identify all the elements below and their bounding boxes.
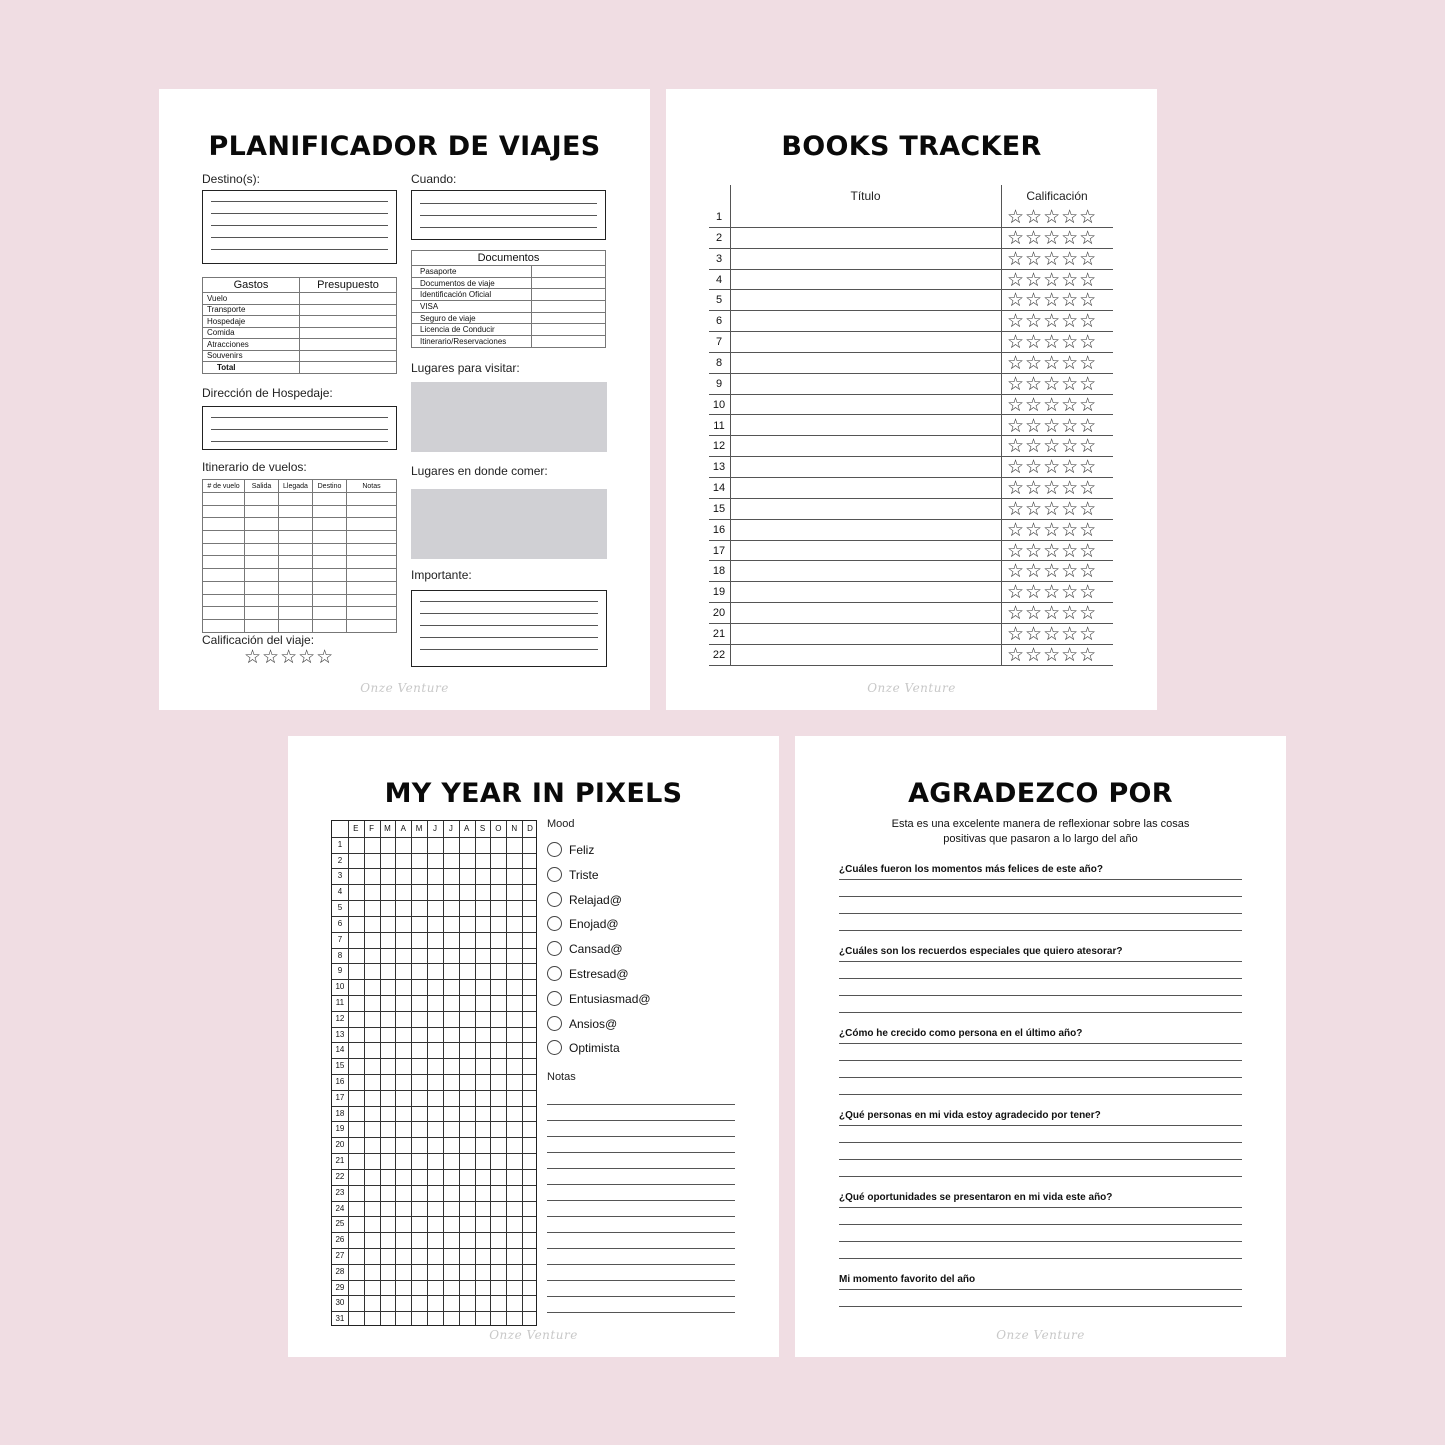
day-label: 9 xyxy=(337,966,343,976)
book-row-number: 13 xyxy=(712,461,726,474)
importante-box[interactable] xyxy=(411,590,607,667)
book-row-number: 5 xyxy=(715,294,723,307)
day-label: 14 xyxy=(335,1045,345,1055)
book-row-number: 21 xyxy=(712,628,726,640)
answer-line[interactable] xyxy=(839,978,1242,979)
book-row[interactable] xyxy=(709,270,1113,291)
book-row-number: 11 xyxy=(713,419,725,432)
answer-line[interactable] xyxy=(839,930,1242,931)
book-rating-stars[interactable]: ☆☆☆☆☆ xyxy=(1007,414,1098,437)
mood-label-item: Entusiasmad@ xyxy=(569,991,651,1006)
mood-label-item: Ansios@ xyxy=(569,1016,618,1031)
answer-line[interactable] xyxy=(839,896,1242,897)
doc-check[interactable] xyxy=(532,289,606,301)
budget-cell[interactable] xyxy=(300,304,397,316)
travel-planner-page xyxy=(159,89,650,710)
answer-line[interactable] xyxy=(839,1224,1242,1225)
book-row[interactable] xyxy=(709,603,1113,624)
vuelos-header: Llegada xyxy=(279,480,313,493)
book-row[interactable] xyxy=(709,478,1113,499)
book-row[interactable] xyxy=(709,228,1113,249)
day-label: 27 xyxy=(335,1250,345,1260)
budget-cell[interactable] xyxy=(300,339,397,351)
col-titulo: Título xyxy=(850,189,881,203)
question-label: ¿Cuáles son los recuerdos especiales que quiero atesorar? xyxy=(839,946,1123,957)
question-label: Mi momento favorito del año xyxy=(839,1274,976,1285)
answer-line[interactable] xyxy=(839,1043,1242,1044)
book-rating-stars[interactable]: ☆☆☆☆☆ xyxy=(1007,581,1098,604)
mood-radio[interactable] xyxy=(547,966,562,981)
day-label: 23 xyxy=(335,1187,345,1197)
gastos-item: Comida xyxy=(203,327,300,339)
doc-check[interactable] xyxy=(532,277,606,289)
day-label: 31 xyxy=(335,1314,345,1324)
mood-radio[interactable] xyxy=(547,941,562,956)
mood-radio[interactable] xyxy=(547,1016,562,1031)
book-rating-stars[interactable]: ☆☆☆☆☆ xyxy=(1007,643,1098,666)
book-row-number: 19 xyxy=(712,586,726,599)
answer-line[interactable] xyxy=(839,1207,1242,1208)
lugares-comer-box[interactable] xyxy=(411,489,607,559)
book-row-number: 17 xyxy=(712,544,726,557)
day-label: 24 xyxy=(335,1203,345,1213)
day-label: 7 xyxy=(337,934,343,944)
day-label: 2 xyxy=(337,855,343,865)
budget-cell[interactable] xyxy=(300,350,397,362)
page-title: BOOKS TRACKER xyxy=(781,131,1042,162)
day-label: 16 xyxy=(335,1077,345,1086)
book-rating-stars[interactable]: ☆☆☆☆☆ xyxy=(1007,477,1098,500)
mood-label-item: Optimista xyxy=(569,1041,620,1056)
book-rating-stars[interactable]: ☆☆☆☆☆ xyxy=(1007,393,1098,416)
day-label: 29 xyxy=(335,1282,345,1292)
answer-line[interactable] xyxy=(839,1306,1242,1307)
mood-radio[interactable] xyxy=(547,842,562,857)
doc-check[interactable] xyxy=(532,324,606,336)
day-label: 18 xyxy=(335,1108,345,1118)
day-label: 12 xyxy=(335,1013,345,1023)
book-row-number: 18 xyxy=(712,565,726,578)
book-row[interactable] xyxy=(709,436,1113,457)
day-label: 8 xyxy=(337,950,343,960)
book-row-number: 10 xyxy=(712,398,726,411)
gastos-item: Vuelo xyxy=(203,293,300,305)
book-row-number: 9 xyxy=(715,377,723,390)
month-header: M xyxy=(415,824,423,833)
book-row[interactable] xyxy=(709,249,1113,270)
answer-line[interactable] xyxy=(839,1289,1242,1290)
mood-label: Mood xyxy=(547,818,575,830)
month-header: E xyxy=(353,824,359,833)
documento-item: Pasaporte xyxy=(412,266,532,278)
month-header: M xyxy=(384,824,391,833)
mood-radio[interactable] xyxy=(547,991,562,1006)
book-row[interactable] xyxy=(709,582,1113,603)
cuando-box[interactable] xyxy=(411,190,606,240)
book-rating-stars[interactable]: ☆☆☆☆☆ xyxy=(1007,372,1098,395)
lugares-visitar-label: Lugares para visitar: xyxy=(411,361,520,375)
budget-cell[interactable] xyxy=(300,293,397,305)
answer-line[interactable] xyxy=(839,879,1242,880)
answer-line[interactable] xyxy=(839,1241,1242,1242)
gastos-table xyxy=(202,277,397,374)
documento-item: Seguro de viaje xyxy=(412,312,532,324)
notas-label: Notas xyxy=(547,1071,576,1083)
book-rating-stars[interactable]: ☆☆☆☆☆ xyxy=(1007,435,1098,458)
book-rating-stars[interactable]: ☆☆☆☆☆ xyxy=(1007,539,1098,562)
month-header: D xyxy=(527,824,533,833)
book-row-number: 14 xyxy=(712,482,726,495)
budget-cell[interactable] xyxy=(300,327,397,339)
importante-label: Importante: xyxy=(411,568,472,582)
gastos-item: Souvenirs xyxy=(203,350,300,362)
book-row[interactable] xyxy=(709,374,1113,395)
subtitle-line-2: positivas que pasaron a lo largo del año xyxy=(943,833,1138,845)
book-rating-stars[interactable]: ☆☆☆☆☆ xyxy=(1007,226,1098,249)
documentos-header: Documentos xyxy=(412,251,606,266)
book-row[interactable] xyxy=(709,395,1113,416)
answer-line[interactable] xyxy=(839,1012,1242,1013)
mood-radio[interactable] xyxy=(547,867,562,882)
mood-radio[interactable] xyxy=(547,1040,562,1055)
budget-cell[interactable] xyxy=(300,316,397,328)
book-row-number: 4 xyxy=(715,273,723,286)
day-label: 11 xyxy=(335,997,345,1007)
day-label: 15 xyxy=(335,1061,345,1071)
answer-line[interactable] xyxy=(839,1258,1242,1259)
book-rating-stars[interactable]: ☆☆☆☆☆ xyxy=(1007,331,1098,354)
mood-radio[interactable] xyxy=(547,892,562,907)
watermark: Onze Venture xyxy=(360,681,449,695)
mood-label-item: Feliz xyxy=(569,843,595,857)
cuando-label: Cuando: xyxy=(411,172,457,186)
documento-item: Documentos de viaje xyxy=(412,277,532,289)
doc-check[interactable] xyxy=(532,336,606,348)
budget-cell[interactable] xyxy=(300,362,397,374)
vuelos-header: # de vuelo xyxy=(203,480,245,493)
doc-check[interactable] xyxy=(532,301,606,313)
book-rating-stars[interactable]: ☆☆☆☆☆ xyxy=(1007,497,1098,520)
calificacion-label: Calificación del viaje: xyxy=(202,633,315,647)
book-row-number: 1 xyxy=(715,211,723,223)
book-rating-stars[interactable]: ☆☆☆☆☆ xyxy=(1007,560,1098,583)
answer-line[interactable] xyxy=(839,1077,1242,1078)
day-label: 25 xyxy=(335,1219,345,1229)
pixel-grid xyxy=(331,820,537,1326)
book-row-number: 8 xyxy=(715,356,723,369)
answer-line[interactable] xyxy=(839,995,1242,996)
answer-line[interactable] xyxy=(839,1159,1242,1160)
book-row-number: 20 xyxy=(712,607,726,620)
vuelos-header: Notas xyxy=(347,480,397,493)
book-row[interactable] xyxy=(709,332,1113,353)
documento-item: VISA xyxy=(412,301,532,313)
mood-label-item: Relajad@ xyxy=(569,892,622,907)
direccion-box[interactable] xyxy=(202,406,397,450)
watermark: Onze Venture xyxy=(489,1328,578,1342)
month-header: F xyxy=(369,824,375,833)
lugares-visitar-box[interactable] xyxy=(411,382,607,452)
answer-line[interactable] xyxy=(839,961,1242,962)
book-row[interactable] xyxy=(709,624,1113,645)
day-label: 1 xyxy=(337,839,343,849)
day-label: 6 xyxy=(337,918,343,928)
day-label: 19 xyxy=(335,1124,345,1134)
day-label: 21 xyxy=(335,1156,345,1166)
question-label: ¿Qué personas en mi vida estoy agradecido por tener? xyxy=(839,1110,1101,1121)
day-label: 20 xyxy=(335,1140,345,1150)
book-rating-stars[interactable]: ☆☆☆☆☆ xyxy=(1007,456,1098,479)
day-label: 22 xyxy=(335,1171,345,1181)
mood-label-item: Cansad@ xyxy=(569,942,623,957)
gastos-total: Total xyxy=(203,362,300,374)
doc-check[interactable] xyxy=(532,266,606,278)
subtitle-line-1: Esta es una excelente manera de reflexionar sobre las cosas xyxy=(891,818,1190,830)
book-row[interactable] xyxy=(709,561,1113,582)
mood-radio[interactable] xyxy=(547,916,562,931)
gastos-header: Gastos xyxy=(203,278,300,293)
gastos-item: Hospedaje xyxy=(203,316,300,328)
book-row-number: 7 xyxy=(715,336,723,349)
month-header: O xyxy=(495,824,502,833)
day-label: 28 xyxy=(335,1266,345,1276)
day-label: 3 xyxy=(337,871,343,881)
question-label: ¿Cómo he crecido como persona en el último año? xyxy=(839,1028,1083,1039)
book-rating-stars[interactable]: ☆☆☆☆☆ xyxy=(1007,602,1098,625)
mood-label-item: Enojad@ xyxy=(569,917,619,932)
book-row[interactable] xyxy=(709,541,1113,562)
mood-label-item: Triste xyxy=(569,867,599,882)
book-row[interactable] xyxy=(709,311,1113,332)
book-row[interactable] xyxy=(709,207,1113,228)
book-row[interactable] xyxy=(709,520,1113,541)
book-rating-stars[interactable]: ☆☆☆☆☆ xyxy=(1007,518,1098,541)
answer-line[interactable] xyxy=(839,1060,1242,1061)
month-header: A xyxy=(464,824,470,833)
presupuesto-header: Presupuesto xyxy=(300,278,397,293)
rating-stars[interactable]: ☆☆☆☆☆ xyxy=(244,646,335,668)
year-pixels-page xyxy=(288,736,779,1357)
book-rating-stars[interactable]: ☆☆☆☆☆ xyxy=(1007,310,1098,333)
book-row[interactable] xyxy=(709,645,1113,666)
day-label: 13 xyxy=(335,1029,345,1039)
book-row-number: 6 xyxy=(715,315,723,328)
book-rating-stars[interactable]: ☆☆☆☆☆ xyxy=(1007,351,1098,374)
books-tracker-page xyxy=(666,89,1157,710)
month-header: A xyxy=(400,824,406,833)
destino-label: Destino(s): xyxy=(202,172,261,186)
day-label: 17 xyxy=(335,1092,345,1102)
page-title: PLANIFICADOR DE VIAJES xyxy=(208,131,601,162)
gastos-item: Transporte xyxy=(203,304,300,316)
answer-line[interactable] xyxy=(839,1142,1242,1143)
question-label: ¿Qué oportunidades se presentaron en mi vida este año? xyxy=(839,1192,1113,1203)
book-rating-stars[interactable]: ☆☆☆☆☆ xyxy=(1007,623,1098,645)
book-row-number: 22 xyxy=(712,648,726,661)
vuelos-header: Destino xyxy=(313,480,347,493)
book-rating-stars[interactable]: ☆☆☆☆☆ xyxy=(1007,247,1098,270)
book-rating-stars[interactable]: ☆☆☆☆☆ xyxy=(1007,289,1098,312)
vuelos-header: Salida xyxy=(245,480,279,493)
question-label: ¿Cuáles fueron los momentos más felices de este año? xyxy=(839,864,1103,875)
book-row[interactable] xyxy=(709,416,1113,437)
mood-label-item: Estresad@ xyxy=(569,967,629,981)
gratitude-page xyxy=(795,736,1286,1357)
watermark: Onze Venture xyxy=(996,1328,1085,1342)
book-row-number: 3 xyxy=(715,252,723,265)
col-calificacion: Calificación xyxy=(1026,189,1088,203)
answer-line[interactable] xyxy=(839,1176,1242,1177)
month-header: S xyxy=(479,824,486,833)
book-row-number: 2 xyxy=(715,231,723,244)
book-row-number: 12 xyxy=(712,440,726,453)
day-label: 10 xyxy=(335,982,345,992)
doc-check[interactable] xyxy=(532,312,606,324)
book-row[interactable] xyxy=(709,499,1113,520)
destino-box[interactable] xyxy=(202,190,397,264)
day-label: 26 xyxy=(335,1235,345,1245)
documento-item: Licencia de Conducir xyxy=(412,324,532,336)
answer-line[interactable] xyxy=(839,1125,1242,1126)
documento-item: Itinerario/Reservaciones xyxy=(412,336,532,348)
itinerario-label: Itinerario de vuelos: xyxy=(202,460,307,474)
documento-item: Identificación Oficial xyxy=(412,289,532,301)
month-header: N xyxy=(511,824,518,833)
answer-line[interactable] xyxy=(839,913,1242,914)
day-label: 4 xyxy=(337,887,343,897)
page-title: MY YEAR IN PIXELS xyxy=(384,778,683,809)
lugares-comer-label: Lugares en donde comer: xyxy=(411,464,548,478)
page-title: AGRADEZCO POR xyxy=(908,778,1173,809)
month-header: J xyxy=(448,824,453,833)
watermark: Onze Venture xyxy=(867,681,956,695)
book-row[interactable] xyxy=(709,353,1113,374)
book-row-number: 16 xyxy=(712,523,726,536)
book-rating-stars[interactable]: ☆☆☆☆☆ xyxy=(1007,206,1098,228)
day-label: 5 xyxy=(337,903,343,913)
book-row[interactable] xyxy=(709,457,1113,478)
book-rating-stars[interactable]: ☆☆☆☆☆ xyxy=(1007,268,1098,291)
documentos-table xyxy=(411,250,606,348)
answer-line[interactable] xyxy=(839,1094,1242,1095)
book-row-number: 15 xyxy=(712,502,726,515)
direccion-label: Dirección de Hospedaje: xyxy=(202,386,333,400)
gastos-item: Atracciones xyxy=(203,339,300,351)
month-header: J xyxy=(432,824,437,833)
vuelos-table xyxy=(202,479,397,633)
book-row[interactable] xyxy=(709,290,1113,311)
day-label: 30 xyxy=(335,1298,345,1308)
